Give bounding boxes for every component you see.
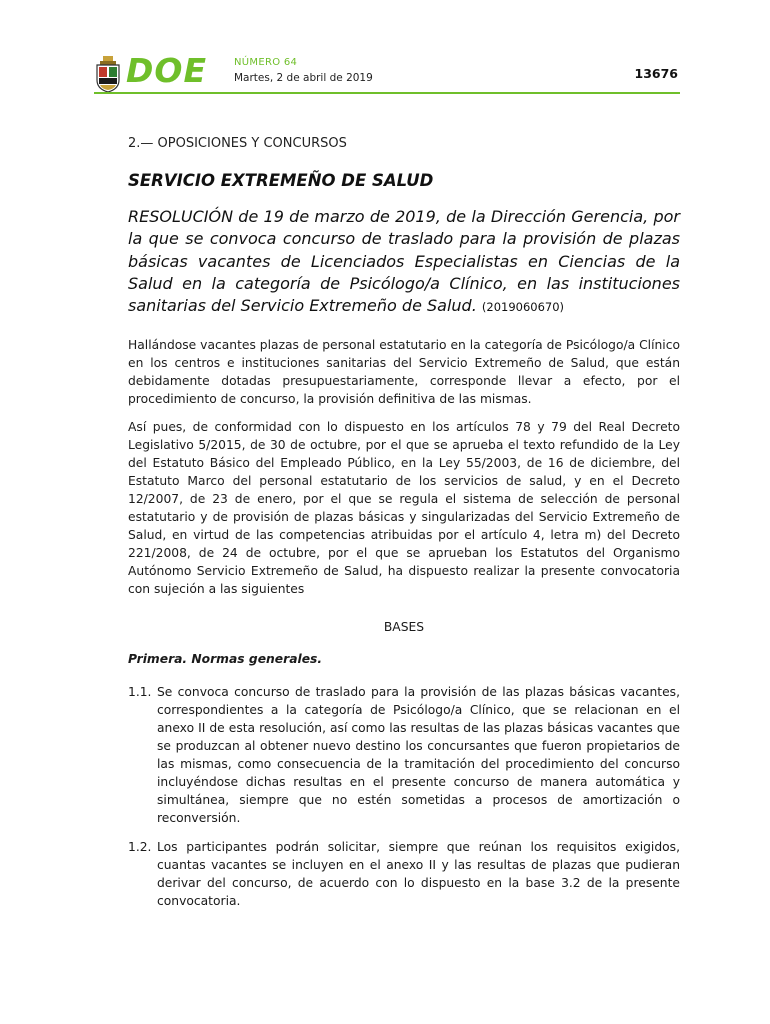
- item-text: Los participantes podrán solicitar, siempre que reúnan los requisitos exigidos, cuantas vacantes se incluyen en el anexo II y las resultas de plazas que pudieran derivar del concurso, de acuerdo con lo dispuesto en la base 3.2 de la presente convocatoria.: [157, 840, 680, 909]
- issue-number: NÚMERO 64: [234, 57, 298, 68]
- numbered-item: [128, 838, 680, 910]
- doe-logo: DOE: [126, 51, 207, 90]
- item-text: Se convoca concurso de traslado para la provisión de las plazas básicas vacantes, correspondientes a la categoría de Psicólogo/a Clínico, que se relacionan en el anexo II de esta resolución, así como las resultas de las plazas básicas vacantes que se produzcan al obtener nuevo destino los concursantes que fueron propietarios de las mismas, como consecuencia de la tramitación del procedimiento del concurso incluyéndose dichas resultas en el presente concurso de manera automática y simultánea, siempre que no estén sometidas a procesos de amortización o reconversión.: [157, 685, 680, 826]
- document-body: [128, 136, 680, 921]
- header-divider: [94, 92, 680, 94]
- page-header: [94, 52, 680, 96]
- page-number: 13676: [634, 66, 678, 81]
- reference-code: (2019060670): [481, 300, 565, 315]
- coat-of-arms-icon: [94, 56, 122, 92]
- base-title: Primera. Normas generales.: [128, 652, 323, 667]
- organization-heading: SERVICIO EXTREMEÑO DE SALUD: [128, 171, 434, 190]
- paragraph: Así pues, de conformidad con lo dispuesto en los artículos 78 y 79 del Real Decreto Legislativo 5/2015, de 30 de octubre, por el que se aprueba el texto refundido de la Ley del Estatuto Básico del Empleado Público, en la Ley 55/2003, de 16 de diciembre, del Estatuto Marco del personal estatutario de los servicios de salud, y en el Decreto 12/2007, de 23 de enero, por el que se regula el sistema de selección de personal estatutario y de provisión de plazas básicas y singularizadas del Servicio Extremeño de Salud, en virtud de las competencias atribuidas por el artículo 4, letra m) del Decreto 221/2008, de 24 de octubre, por el que se aprueban los Estatutos del Organismo Autónomo Servicio Extremeño de Salud, ha dispuesto realizar la presente convocatoria con sujeción a las siguientes: [128, 420, 680, 597]
- item-number: 1.1.: [128, 685, 152, 700]
- issue-date: Martes, 2 de abril de 2019: [234, 72, 373, 84]
- numbered-item: [128, 683, 680, 827]
- resolution-title: [128, 206, 680, 318]
- bases-heading: BASES: [383, 620, 425, 635]
- section-heading: 2.— OPOSICIONES Y CONCURSOS: [128, 136, 347, 151]
- resolution-text: RESOLUCIÓN de 19 de marzo de 2019, de la Dirección Gerencia, por la que se convoca concurso de traslado para la provisión de plazas básicas vacantes de Licenciados Especialistas en Ciencias de la Salud en la categoría de Psicólogo/a Clínico, en las instituciones sanitarias del Servicio Extremeño de Salud.: [128, 207, 680, 316]
- paragraph: Hallándose vacantes plazas de personal estatutario en la categoría de Psicólogo/a Clínico en los centros e instituciones sanitarias del Servicio Extremeño de Salud, que están debidamente dotadas presupuestariamente, corresponde llevar a efecto, por el procedimiento de concurso, la provisión definitiva de las mismas.: [128, 338, 680, 407]
- item-number: 1.2.: [128, 840, 152, 855]
